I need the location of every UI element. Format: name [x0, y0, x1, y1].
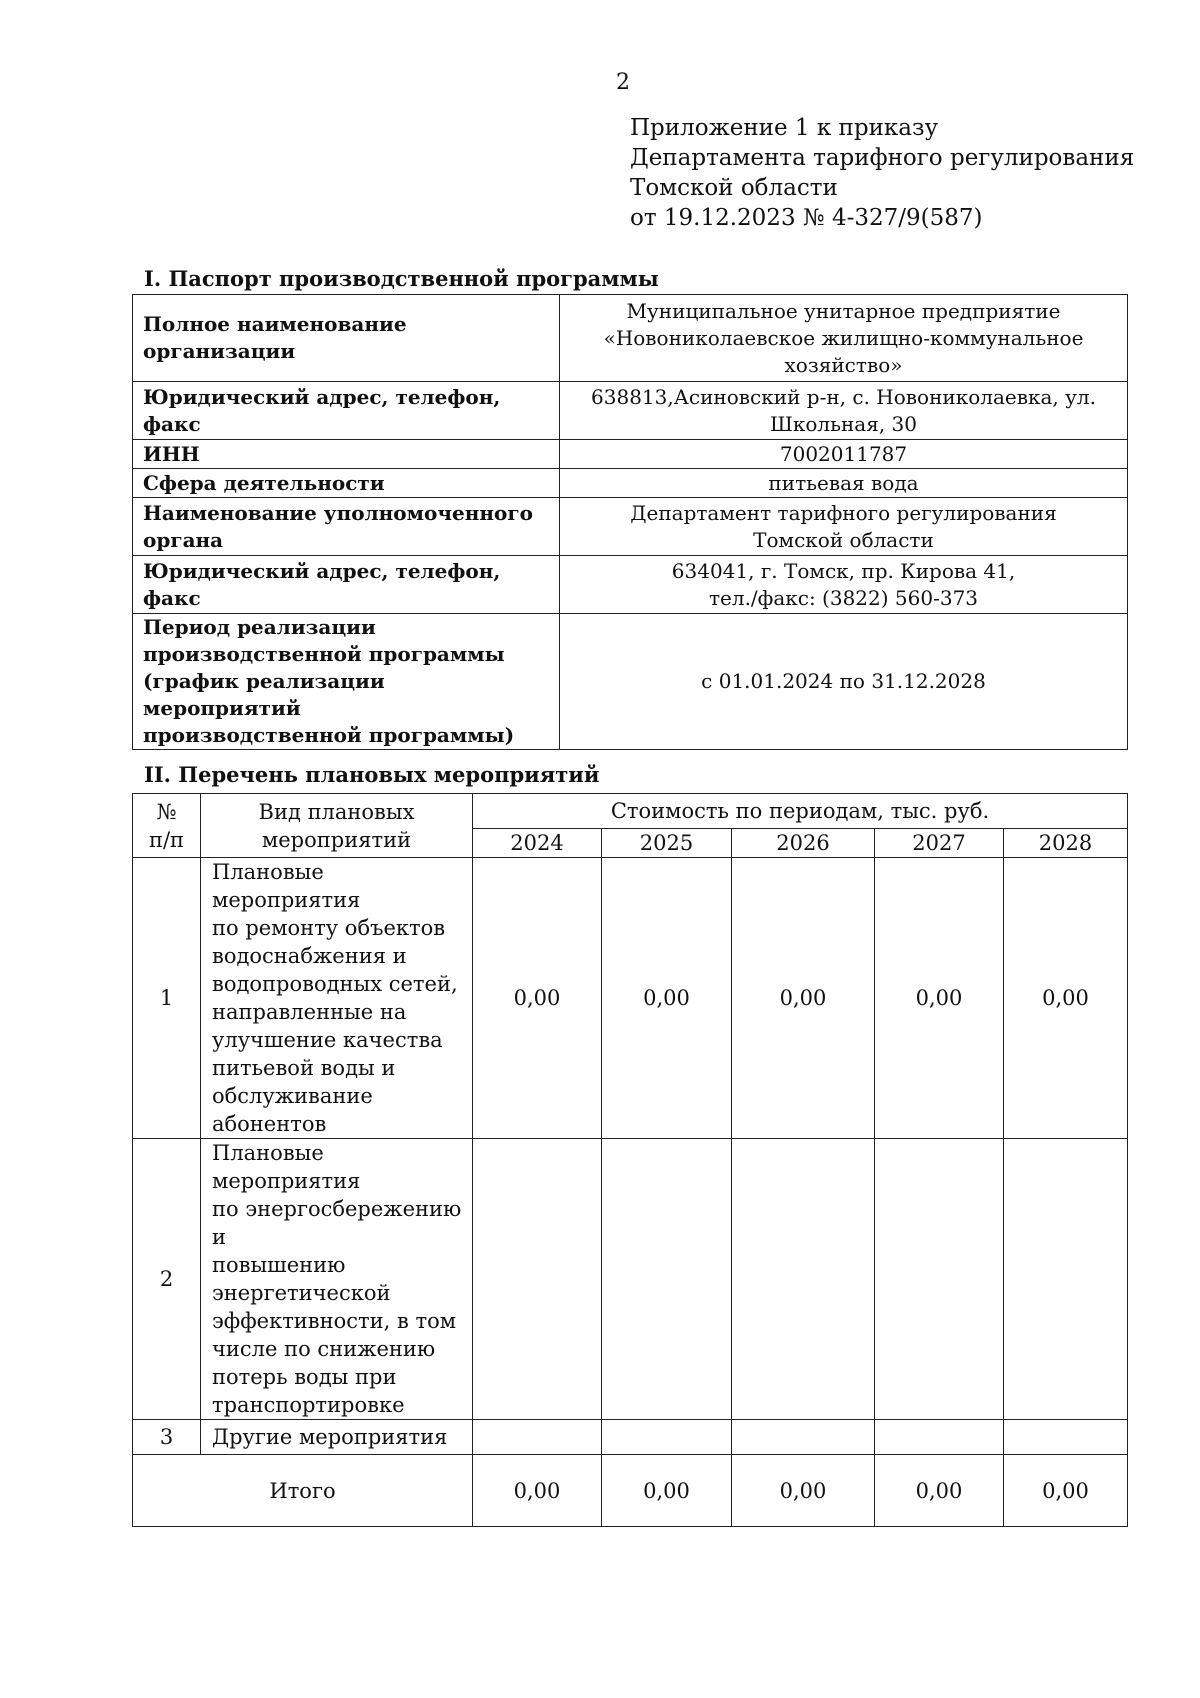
- header-year: 2025: [602, 829, 732, 858]
- desc-line: направленные на: [212, 1000, 407, 1024]
- cost-cell: [732, 1420, 875, 1455]
- passport-row: [133, 382, 1128, 440]
- label-line: (график реализации мероприятий: [143, 669, 385, 720]
- header-num: [133, 794, 201, 858]
- passport-label: Юридический адрес, телефон, факс: [133, 556, 560, 614]
- total-cell: 0,00: [602, 1455, 732, 1527]
- passport-value: [560, 440, 1128, 469]
- row-desc: [201, 1420, 473, 1455]
- cost-cell: 0,00: [1004, 858, 1128, 1139]
- value-line: тел./факс: (3822) 560-373: [708, 585, 979, 610]
- header-type-line: мероприятий: [261, 827, 412, 852]
- cost-cell: 0,00: [473, 858, 602, 1139]
- cost-cell: [473, 1139, 602, 1420]
- value-line: с 01.01.2024 по 31.12.2028: [701, 669, 986, 693]
- passport-label: Полное наименование организации: [133, 295, 560, 382]
- header-year: 2026: [732, 829, 875, 858]
- total-cell: 0,00: [1004, 1455, 1128, 1527]
- total-label: Итого: [133, 1455, 473, 1527]
- passport-value: [560, 469, 1128, 498]
- header-num-line: п/п: [148, 827, 185, 852]
- desc-line: питьевой воды и: [212, 1056, 396, 1080]
- appendix-line-1: Приложение 1 к приказу: [630, 115, 939, 141]
- desc-line: обслуживание: [212, 1084, 373, 1108]
- passport-value: [560, 556, 1128, 614]
- desc-line: Другие мероприятия: [212, 1425, 448, 1449]
- value-line: 7002011787: [779, 441, 908, 466]
- header-type: [201, 794, 473, 858]
- header-type-line: Вид плановых: [258, 799, 415, 824]
- label-line: производственной программы: [143, 642, 505, 666]
- passport-row: [133, 469, 1128, 498]
- events-table: [132, 793, 1128, 1527]
- desc-line: транспортировке: [212, 1393, 405, 1417]
- value-line: 634041, г. Томск, пр. Кирова 41,: [671, 558, 1016, 583]
- header-num-line: №: [156, 799, 177, 824]
- passport-value: [560, 382, 1128, 440]
- appendix-line-4: от 19.12.2023 № 4-327/9(587): [630, 205, 983, 231]
- row-desc: [201, 858, 473, 1139]
- passport-label: Юридический адрес, телефон, факс: [133, 382, 560, 440]
- section-title-events: II. Перечень плановых мероприятий: [144, 762, 600, 787]
- total-row: [133, 1455, 1128, 1527]
- row-num: 2: [133, 1139, 201, 1420]
- row-num: 3: [133, 1420, 201, 1455]
- passport-table: [132, 294, 1128, 750]
- value-line: Департамент тарифного регулирования: [630, 500, 1057, 525]
- passport-row: [133, 556, 1128, 614]
- desc-line: эффективности, в том: [212, 1309, 457, 1333]
- value-line: «Новониколаевское жилищно-коммунальное: [603, 325, 1084, 350]
- total-cell: 0,00: [473, 1455, 602, 1527]
- value-line: 638813,Асиновский р-н, с. Новониколаевка, ул.: [591, 384, 1096, 409]
- label-line: производственной программы): [143, 723, 515, 747]
- desc-line: Плановые мероприятия: [212, 1141, 361, 1193]
- cost-cell: 0,00: [602, 858, 732, 1139]
- desc-line: улучшение качества: [212, 1028, 443, 1052]
- header-year: 2024: [473, 829, 602, 858]
- cost-cell: [1004, 1420, 1128, 1455]
- header-year: 2028: [1004, 829, 1128, 858]
- header-year: 2027: [875, 829, 1004, 858]
- passport-label: [133, 614, 560, 750]
- cost-cell: [875, 1139, 1004, 1420]
- appendix-header: [630, 113, 1134, 233]
- header-row: [133, 794, 1128, 829]
- value-line: Томской области: [753, 527, 934, 552]
- desc-line: потерь воды при: [212, 1365, 397, 1389]
- passport-value: [560, 295, 1128, 382]
- desc-line: числе по снижению: [212, 1337, 436, 1361]
- passport-label: Сфера деятельности: [133, 469, 560, 498]
- cost-cell: [732, 1139, 875, 1420]
- cost-cell: [602, 1420, 732, 1455]
- passport-row: [133, 295, 1128, 382]
- cost-cell: 0,00: [875, 858, 1004, 1139]
- total-cell: 0,00: [875, 1455, 1004, 1527]
- passport-row: [133, 440, 1128, 469]
- value-line: Муниципальное унитарное предприятие: [626, 298, 1061, 323]
- page-number: 2: [616, 70, 630, 95]
- appendix-line-2: Департамента тарифного регулирования: [630, 145, 1135, 171]
- total-cell: 0,00: [732, 1455, 875, 1527]
- passport-label: [133, 498, 560, 556]
- row-num: 1: [133, 858, 201, 1139]
- desc-line: энергетической: [212, 1281, 391, 1305]
- desc-line: по энергосбережению и: [212, 1197, 462, 1249]
- row-desc: [201, 1139, 473, 1420]
- label-line: Наименование уполномоченного: [143, 500, 533, 525]
- value-line: питьевая вода: [768, 470, 919, 495]
- desc-line: водопроводных сетей,: [212, 972, 458, 996]
- label-line: Период реализации: [143, 615, 376, 639]
- table-row: [133, 1420, 1128, 1455]
- cost-cell: [875, 1420, 1004, 1455]
- value-line: Школьная, 30: [770, 411, 917, 436]
- passport-value: [560, 614, 1128, 750]
- section-title-passport: I. Паспорт производственной программы: [144, 266, 659, 291]
- table-row: [133, 1139, 1128, 1420]
- desc-line: по ремонту объектов: [212, 916, 446, 940]
- cost-cell: [473, 1420, 602, 1455]
- desc-line: повышению: [212, 1253, 346, 1277]
- passport-value: [560, 498, 1128, 556]
- label-line: органа: [143, 527, 224, 552]
- passport-label: ИНН: [133, 440, 560, 469]
- header-cost: Стоимость по периодам, тыс. руб.: [473, 794, 1128, 829]
- desc-line: Плановые мероприятия: [212, 860, 361, 912]
- value-line: хозяйство»: [784, 352, 903, 377]
- desc-line: водоснабжения и: [212, 944, 407, 968]
- desc-line: абонентов: [212, 1112, 327, 1136]
- passport-row: [133, 498, 1128, 556]
- passport-row: [133, 614, 1128, 750]
- cost-cell: [602, 1139, 732, 1420]
- table-row: [133, 858, 1128, 1139]
- cost-cell: [1004, 1139, 1128, 1420]
- appendix-line-3: Томской области: [630, 175, 838, 201]
- cost-cell: 0,00: [732, 858, 875, 1139]
